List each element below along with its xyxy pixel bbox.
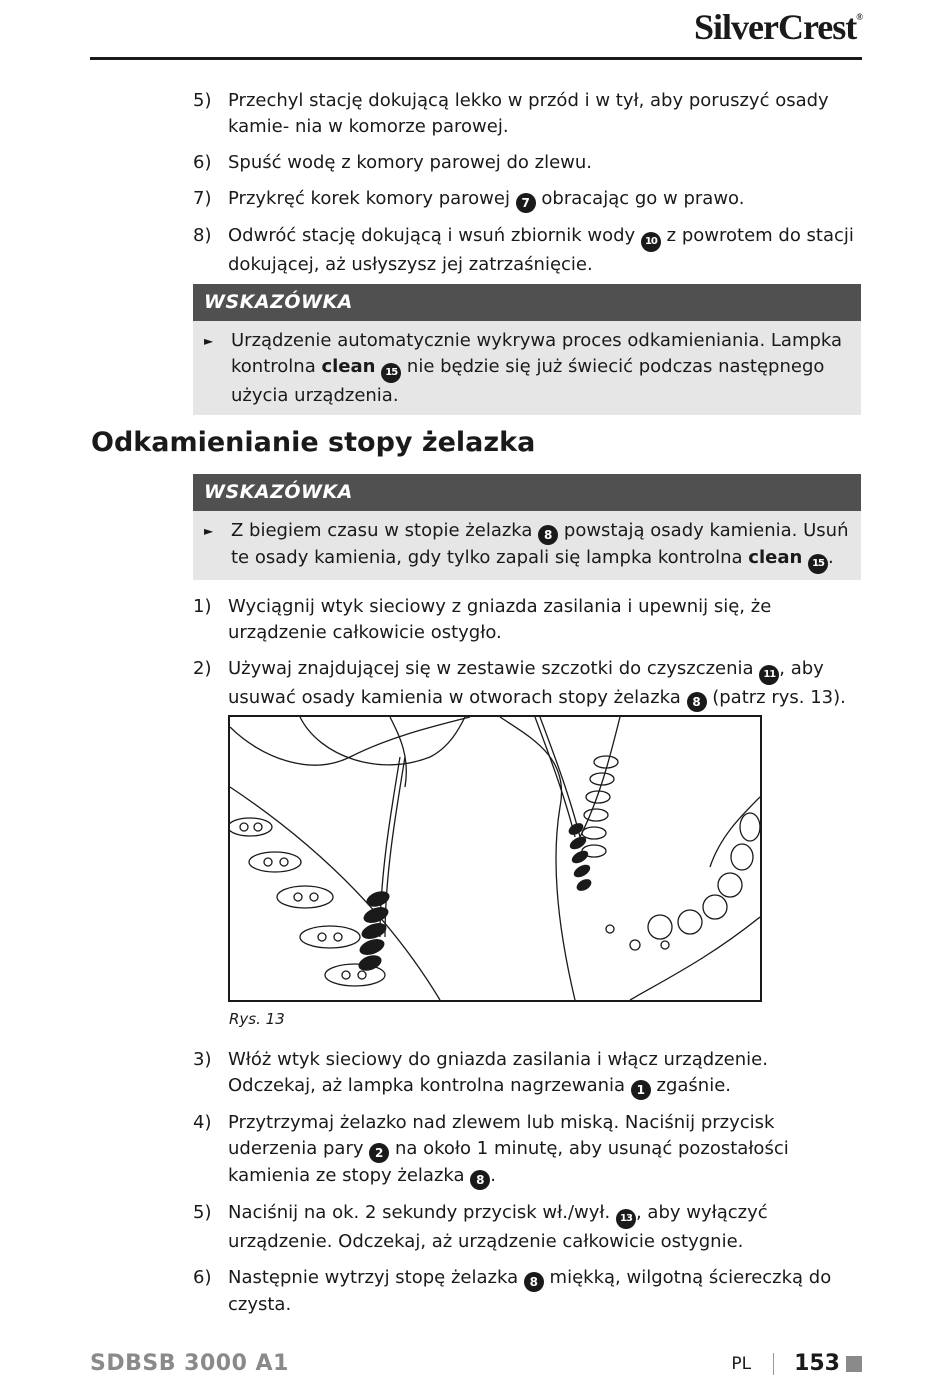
step-number: 4) [193, 1112, 212, 1133]
step-number: 2) [193, 658, 212, 679]
part-number-badge: 7 [516, 193, 536, 213]
inline-keyword: clean [321, 356, 376, 377]
step-text: Przytrzymaj żelazko nad zlewem lub miską. Naciśnij przycisk uderzenia pary 2 na około 1 minutę, aby usunąć pozostałości kamienia ze stopy żelazka 8 . [228, 1110, 861, 1190]
step-item [193, 186, 861, 213]
step-text: Odwróć stację dokującą i wsuń zbiornik wody 10 z powrotem do stacji dokującej, aż usłyszysz jej zatrzaśnięcie. [228, 225, 854, 275]
header-rule [90, 57, 862, 60]
step-item [193, 594, 861, 646]
step-item [193, 223, 861, 278]
step-item [193, 1047, 861, 1100]
step-text: Następnie wytrzyj stopę żelazka 8 miękką, wilgotną ściereczką do czysta. [228, 1267, 832, 1315]
illustration [230, 717, 760, 1000]
section-title: Odkamienianie stopy żelazka [91, 427, 536, 458]
square-marker-icon [846, 1356, 862, 1372]
step-item [193, 150, 861, 176]
note-title: WSKAZÓWKA [193, 474, 861, 511]
part-number-badge: 8 [538, 525, 558, 545]
note-box-1 [193, 282, 861, 415]
step-text: Włóż wtyk sieciowy do gniazda zasilania i włącz urządzenie. Odczekaj, aż lampka kontrolna nagrzewania 1 zgaśnie. [228, 1047, 861, 1100]
step-item [193, 88, 861, 140]
step-text: Przykręć korek komory parowej 7 obracając go w prawo. [228, 186, 861, 213]
figure-caption: Rys. 13 [229, 1010, 285, 1028]
part-number-badge: 15 [381, 363, 401, 383]
note-box-2 [193, 472, 861, 580]
step-item [193, 1200, 861, 1255]
step-number: 5) [193, 1202, 212, 1223]
step-text: Wyciągnij wtyk sieciowy z gniazda zasilania i upewnij się, że urządzenie całkowicie ostygło. [228, 596, 772, 643]
bullet-arrow-icon: ► [204, 524, 214, 538]
brand-logo: SilverCrest® [693, 7, 862, 47]
part-number-badge: 8 [687, 692, 707, 712]
divider [773, 1353, 774, 1375]
step-number: 6) [193, 152, 212, 173]
page-number: 153 [794, 1351, 840, 1376]
part-number-badge: 13 [616, 1209, 636, 1229]
steps-bottom [193, 1047, 861, 1328]
note-title: WSKAZÓWKA [193, 284, 861, 321]
step-number: 5) [193, 90, 212, 111]
part-number-badge: 11 [759, 665, 779, 685]
part-number-badge: 2 [369, 1143, 389, 1163]
step-number: 1) [193, 596, 212, 617]
step-text: Spuść wodę z komory parowej do zlewu. [228, 152, 593, 173]
note-text: Urządzenie automatycznie wykrywa proces odkamieniania. Lampka kontrolna clean 15 nie będzie się już świecić podczas następnego użycia urządzenia. [231, 330, 843, 406]
language-code: PL [731, 1353, 752, 1374]
part-number-badge: 10 [641, 232, 661, 252]
part-number-badge: 8 [524, 1272, 544, 1292]
step-item [193, 656, 861, 712]
step-number: 7) [193, 188, 212, 209]
part-number-badge: 8 [470, 1170, 490, 1190]
step-text: Naciśnij na ok. 2 sekundy przycisk wł./wył. 13 , aby wyłączyć urządzenie. Odczekaj, aż urządzenie całkowicie ostygnie. [228, 1202, 768, 1252]
step-number: 6) [193, 1267, 212, 1288]
inline-keyword: clean [748, 547, 803, 568]
part-number-badge: 1 [631, 1080, 651, 1100]
step-number: 3) [193, 1049, 212, 1070]
bullet-arrow-icon: ► [204, 334, 214, 348]
steps-mid [193, 594, 861, 722]
step-text: Przechyl stację dokującą lekko w przód i w tył, aby poruszyć osady kamie- nia w komorze parowej. [228, 90, 829, 137]
part-number-badge: 15 [808, 554, 828, 574]
note-text: Z biegiem czasu w stopie żelazka 8 powstają osady kamienia. Usuń te osady kamienia, gdy tylko zapali się lampka kontrolna clean 15 . [231, 518, 851, 574]
steps-top [193, 88, 861, 288]
model-number: SDBSB 3000 A1 [90, 1351, 289, 1376]
step-item [193, 1265, 861, 1318]
footer-page-info [731, 1351, 862, 1376]
step-item [193, 1110, 861, 1190]
step-text: Używaj znajdującej się w zestawie szczotki do czyszczenia 11 , aby usuwać osady kamienia w otworach stopy żelazka 8 (patrz rys. 13). [228, 656, 861, 712]
step-number: 8) [193, 225, 212, 246]
figure-iron-soleplate-cleaning [228, 715, 762, 1002]
